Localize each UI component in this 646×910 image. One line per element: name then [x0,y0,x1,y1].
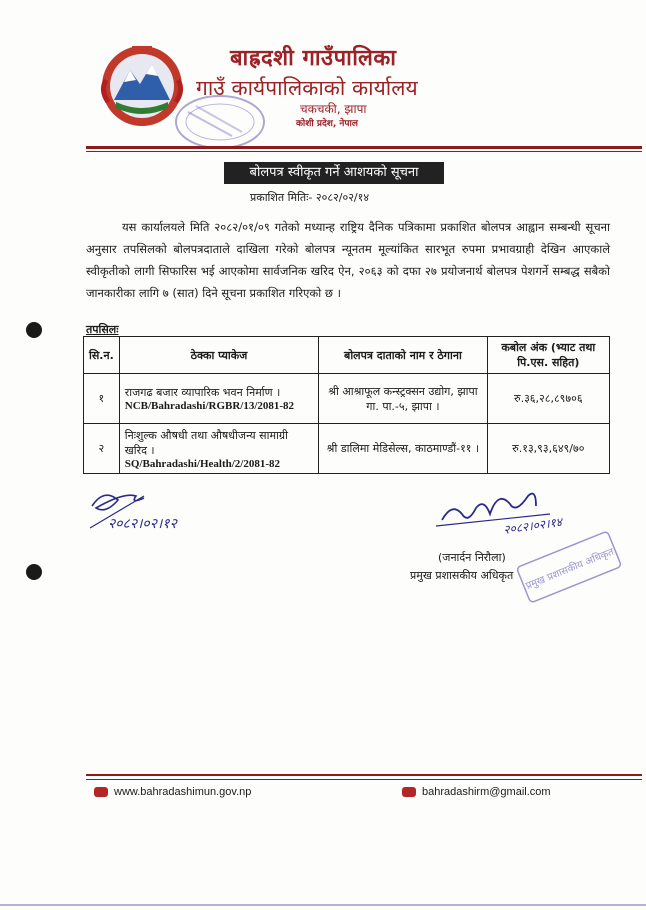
published-date: प्रकाशित मितिः- २०८२/०२/१४ [250,191,370,204]
municipality-name: बाह्रदशी गाउँपालिका [230,46,397,71]
row-package [119,374,319,424]
stamp-text: प्रमुख प्रशासकीय अधिकृत [524,546,616,593]
email-text[interactable]: bahradashirm@gmail.com [422,786,551,798]
office-province: कोशी प्रदेश, नेपाल [296,119,358,129]
official-stamp-icon [514,528,624,606]
row-sn: २ [84,424,120,474]
punch-hole-bottom [26,564,42,580]
right-signature-date: २०८२।०२।१४ [502,514,563,537]
notice-body-text: यस कार्यालयले मिति २०८२/०१/०९ गतेको मध्यान्ह राष्ट्रिय दैनिक पत्रिकामा प्रकाशित बोलपत्र आह्वान सम्बन्धी सूचना अनुसार तपसिलको बोलपत्रदाताले दाखिला गरेको बोलपत्र न्यूनतम मूल्यांकित सारभूत रुपमा प्रभावग्राही देखिन आएकाले स्वीकृतीको लागी सिफारिस भई आएकोमा सार्वजनिक खरिद ऐन, २०६३ को दफा २७ प्रयोजनार्थ बोलपत्र पेशगर्ने सम्बद्ध सबैको जानकारीका लागि ७ (सात) दिने सूचना प्रकाशित गरिएको छ । [86,220,610,300]
header-divider-thin [86,151,642,152]
office-place: चकचकी, झापा [300,102,367,116]
header-package: ठेक्का प्याकेज [119,337,319,374]
left-signature-date: २०८२।०२।१२ [108,516,177,532]
details-label: तपसिलः [86,323,119,336]
header-sn: सि.न. [84,337,120,374]
row-sn: १ [84,374,120,424]
notice-body [86,216,610,304]
row-amount: रु.१३,९३,६४९/७० [487,424,609,474]
envelope-icon [402,787,416,797]
row-amount: रु.३६,२८,८९७०६ [487,374,609,424]
footer-email[interactable] [402,786,551,798]
package-name: निःशुल्क औषधी तथा औषधीजन्य सामाग्री खरिद । [124,428,288,457]
office-name: गाउँ कार्यपालिकाको कार्यालय [196,76,418,100]
header-divider [86,146,642,149]
row-bidder: श्री डालिमा मेडिसेल्स, काठमाण्डौं-११ । [319,424,487,474]
package-code: SQ/Bahradashi/Health/2/2081-82 [124,457,280,470]
header-amount: कबोल अंक (भ्याट तथा पि.एस. सहित) [487,337,609,374]
row-bidder: श्री आश्राफूल कन्स्ट्रक्सन उद्योग, झापा गा. पा.-५, झापा । [319,374,487,424]
package-name: राजगढ बजार व्यापारिक भवन निर्माण । [124,386,281,399]
left-signature [84,484,224,544]
header-bidder: बोलपत्र दाताको नाम र ठेगाना [319,337,487,374]
signer-name: (जनार्दन निरौला) [438,551,506,564]
footer-divider-thin [86,779,642,780]
notice-title: बोलपत्र स्वीकृत गर्ने आशयको सूचना [224,162,444,184]
table-row [84,424,610,474]
footer-website[interactable] [94,786,251,798]
row-package [119,424,319,474]
globe-icon [94,787,108,797]
page-bottom-edge [0,904,646,906]
bid-table [83,336,610,474]
website-text[interactable]: www.bahradashimun.gov.np [114,786,252,798]
signer-title: प्रमुख प्रशासकीय अधिकृत [410,569,514,582]
table-row [84,374,610,424]
punch-hole-top [26,322,42,338]
table-header-row [84,337,610,374]
footer-divider [86,774,642,776]
package-code: NCB/Bahradashi/RGBR/13/2081-82 [124,400,295,412]
